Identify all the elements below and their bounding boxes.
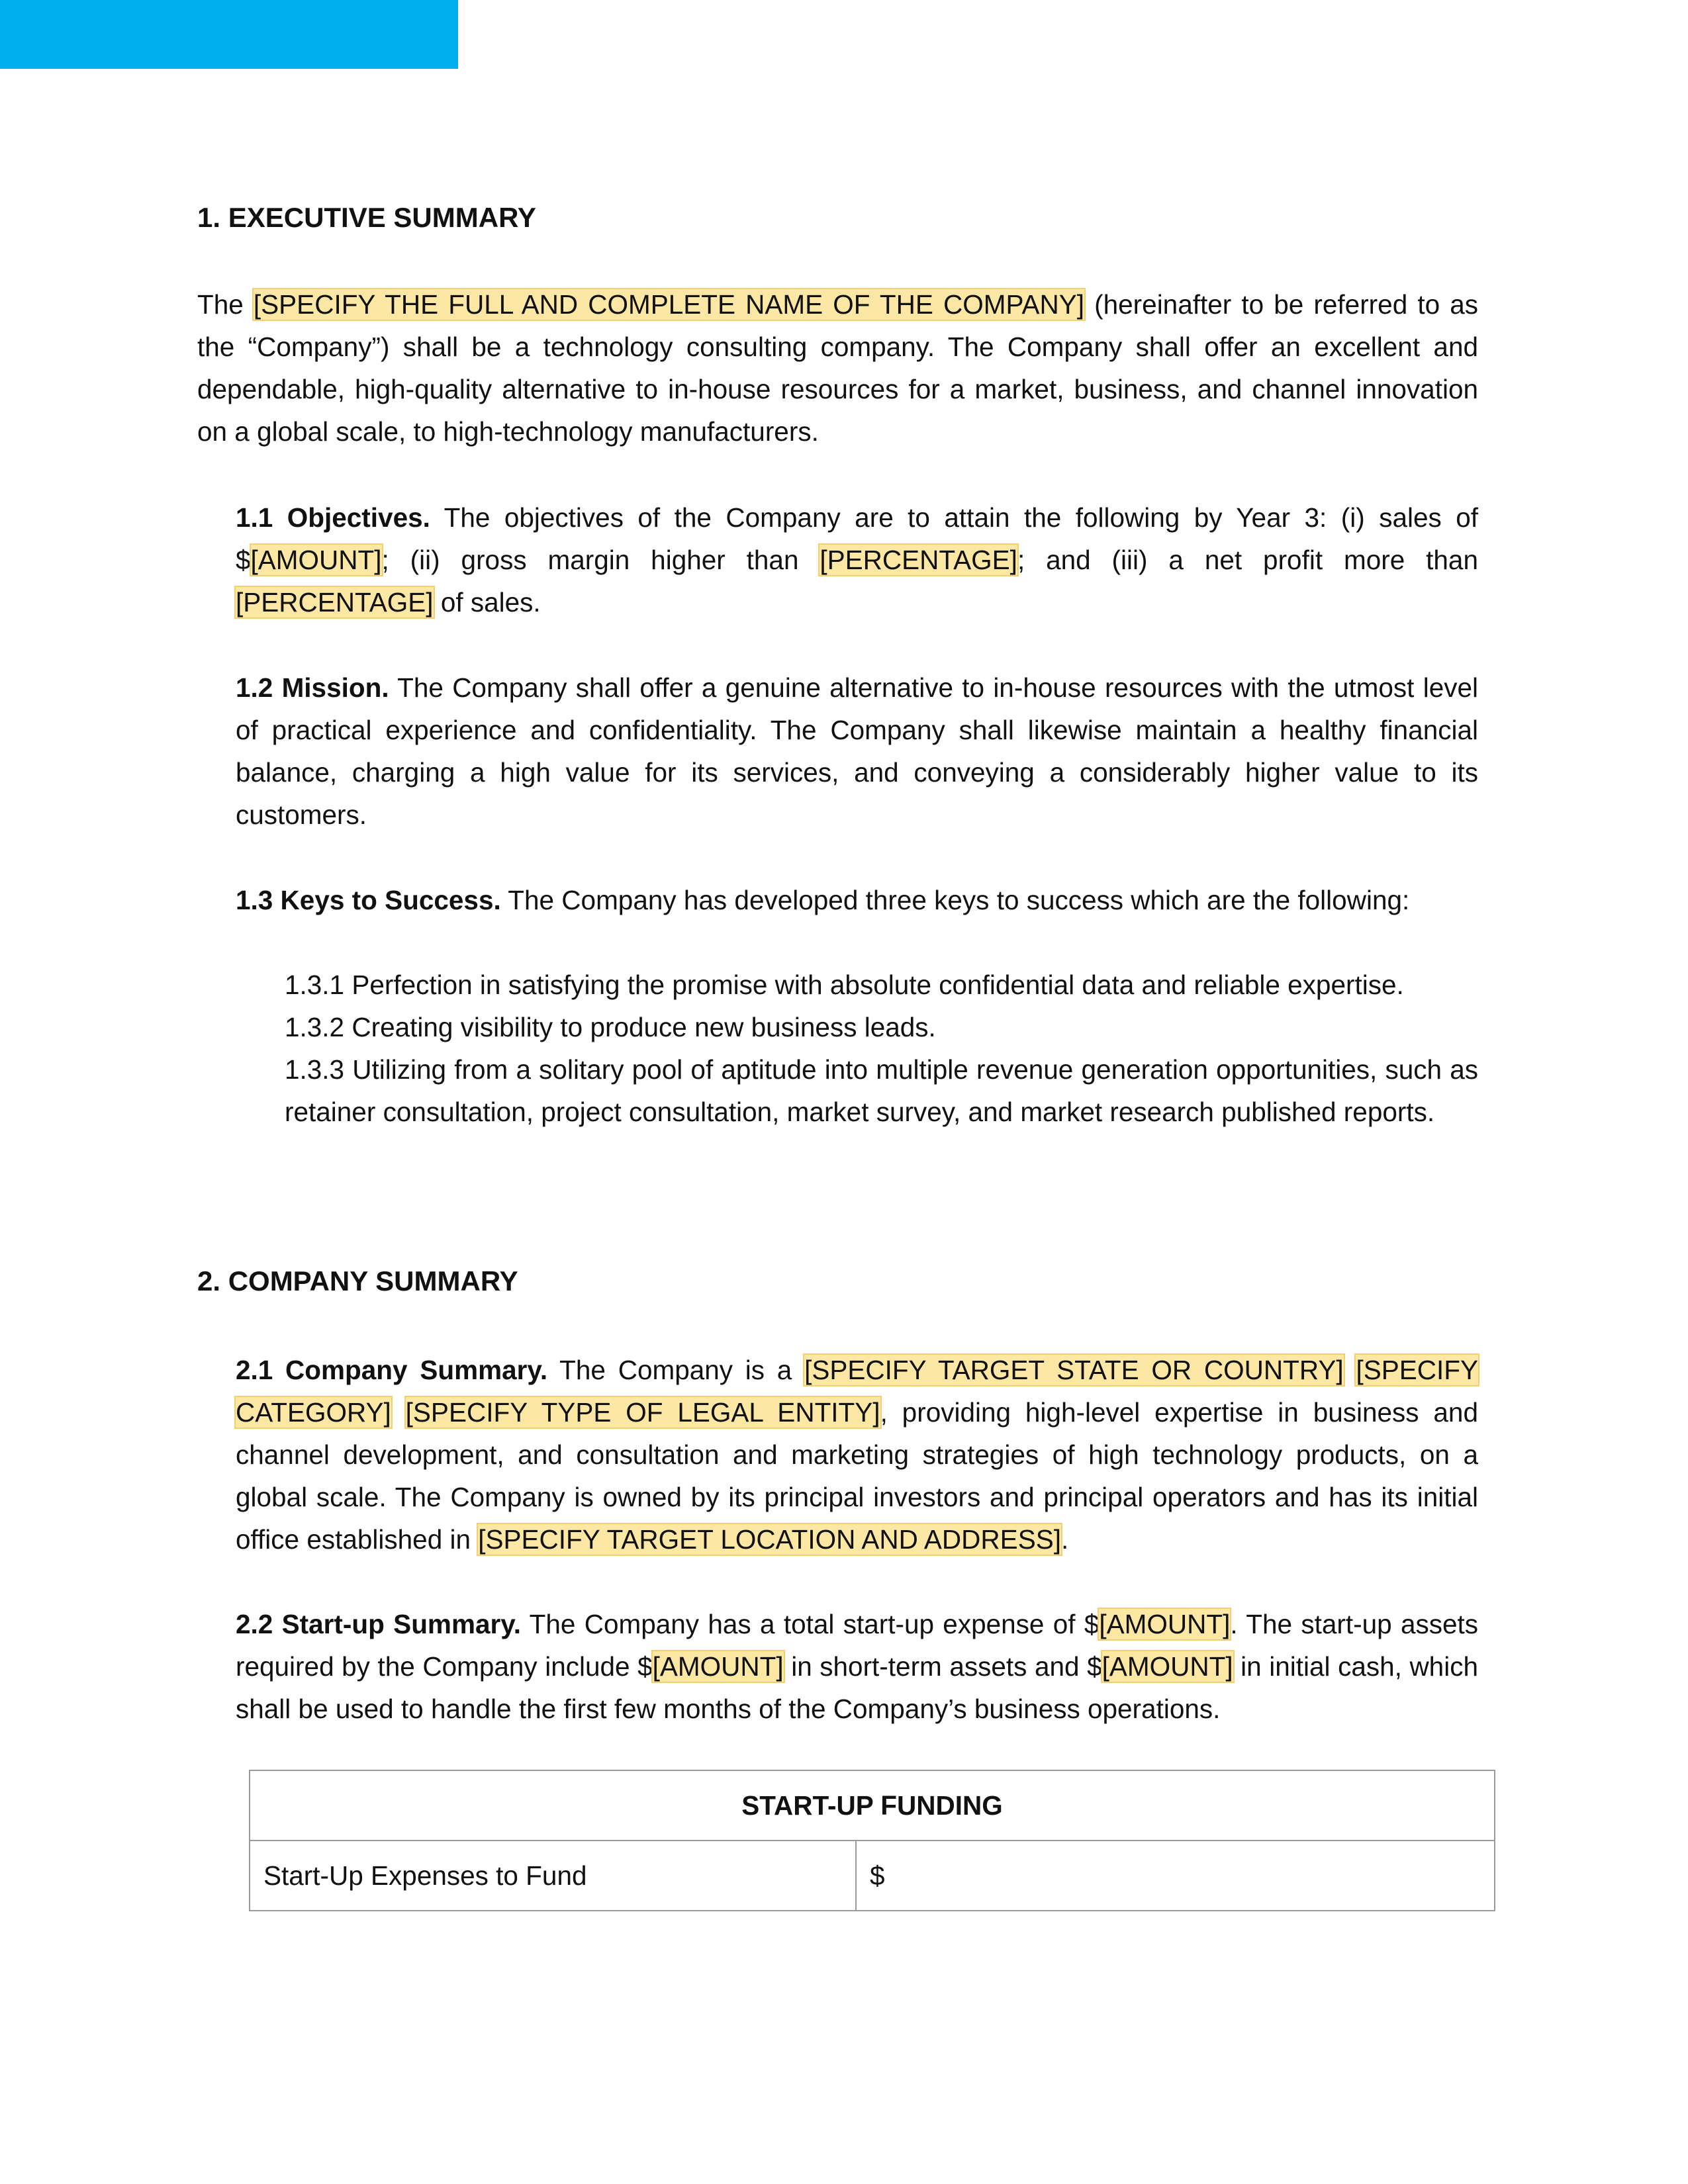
amount-placeholder[interactable]: [AMOUNT] [652, 1651, 784, 1682]
company-name-placeholder[interactable]: [SPECIFY THE FULL AND COMPLETE NAME OF THE COMPANY] [253, 289, 1085, 320]
location-address-placeholder[interactable]: [SPECIFY TARGET LOCATION AND ADDRESS] [478, 1524, 1061, 1555]
table-cell-value[interactable]: $ [856, 1841, 1495, 1911]
startup-summary-text-3: in short-term assets and $ [783, 1651, 1102, 1682]
company-summary-text-3: . [1060, 1524, 1069, 1555]
startup-summary-label: 2.2 Start-up Summary. [236, 1609, 522, 1639]
category-placeholder[interactable]: [SPECIFY CATEGORY] [236, 1355, 1478, 1428]
legal-entity-placeholder[interactable]: [SPECIFY TYPE OF LEGAL ENTITY] [405, 1397, 880, 1428]
keys-label: 1.3 Keys to Success. [236, 885, 501, 915]
percentage-placeholder[interactable]: [PERCENTAGE] [236, 587, 434, 617]
table-header-row [250, 1770, 1495, 1841]
objectives-text-1: The objectives of the Company are to attain the following by Year 3: (i) sales of $ [236, 502, 1478, 575]
table-cell-label: Start-Up Expenses to Fund [250, 1841, 856, 1911]
startup-summary-text-1: The Company has a total start-up expense of $ [521, 1609, 1100, 1639]
company-summary-text-2: , providing high-level expertise in business and channel development, and consultation and marketing strategies of high technology products, on a global scale. The Company is owned by its principal investors and principal operators and has its initial office established in [236, 1397, 1478, 1555]
table-row [250, 1841, 1495, 1911]
state-or-country-placeholder[interactable]: [SPECIFY TARGET STATE OR COUNTRY] [804, 1355, 1344, 1385]
keys-to-success-paragraph [236, 879, 1478, 921]
section-title-executive-summary: 1. EXECUTIVE SUMMARY [197, 202, 536, 233]
company-summary-paragraph [236, 1349, 1478, 1561]
objectives-text-4: of sales. [433, 587, 541, 617]
mission-paragraph [236, 666, 1478, 836]
startup-summary-text-2: . The start-up assets required by the Company include $ [236, 1609, 1478, 1682]
objectives-paragraph [236, 496, 1478, 623]
startup-summary-paragraph [236, 1603, 1478, 1730]
keys-text: The Company has developed three keys to success which are the following: [500, 885, 1410, 915]
percentage-placeholder[interactable]: [PERCENTAGE] [820, 545, 1017, 575]
intro-text-post: (hereinafter to be referred to as the “Company”) shall be a technology consulting company. The Company shall offer an excellent and dependable, high-quality alternative to in-house resources for a market, business, and channel innovation on a global scale, to high-technology manufacturers. [197, 289, 1478, 447]
amount-placeholder[interactable]: [AMOUNT] [1102, 1651, 1233, 1682]
amount-placeholder[interactable]: [AMOUNT] [1099, 1609, 1231, 1639]
startup-summary-text-4: in initial cash, which shall be used to handle the first few months of the Company’s business operations. [236, 1651, 1478, 1724]
startup-funding-table [249, 1770, 1495, 1911]
objectives-text-3: ; and (iii) a net profit more than [1017, 545, 1478, 575]
list-item-key-3: 1.3.3 Utilizing from a solitary pool of aptitude into multiple revenue generation opportunities, such as retainer consultation, project consultation, market survey, and market research published reports. [285, 1054, 1478, 1127]
header-color-bar [0, 0, 458, 69]
company-summary-text-1: The Company is a [547, 1355, 805, 1385]
table-header: START-UP FUNDING [250, 1770, 1495, 1841]
section-title-company-summary: 2. COMPANY SUMMARY [197, 1265, 518, 1297]
intro-text-pre: The [197, 289, 254, 320]
objectives-label: 1.1 Objectives. [236, 502, 430, 533]
list-item-key-2: 1.3.2 Creating visibility to produce new business leads. [285, 1012, 936, 1042]
company-summary-label: 2.1 Company Summary. [236, 1355, 548, 1385]
mission-text: The Company shall offer a genuine alternative to in-house resources with the utmost level of practical experience and confidentiality. The Company shall likewise maintain a healthy financial balance, charging a high value for its services, and conveying a considerably higher value to its customers. [236, 672, 1478, 830]
executive-summary-intro [197, 283, 1478, 453]
amount-placeholder[interactable]: [AMOUNT] [250, 545, 382, 575]
objectives-text-2: ; (ii) gross margin higher than [381, 545, 820, 575]
list-item-key-1: 1.3.1 Perfection in satisfying the promise with absolute confidential data and reliable expertise. [285, 970, 1404, 1000]
mission-label: 1.2 Mission. [236, 672, 389, 703]
